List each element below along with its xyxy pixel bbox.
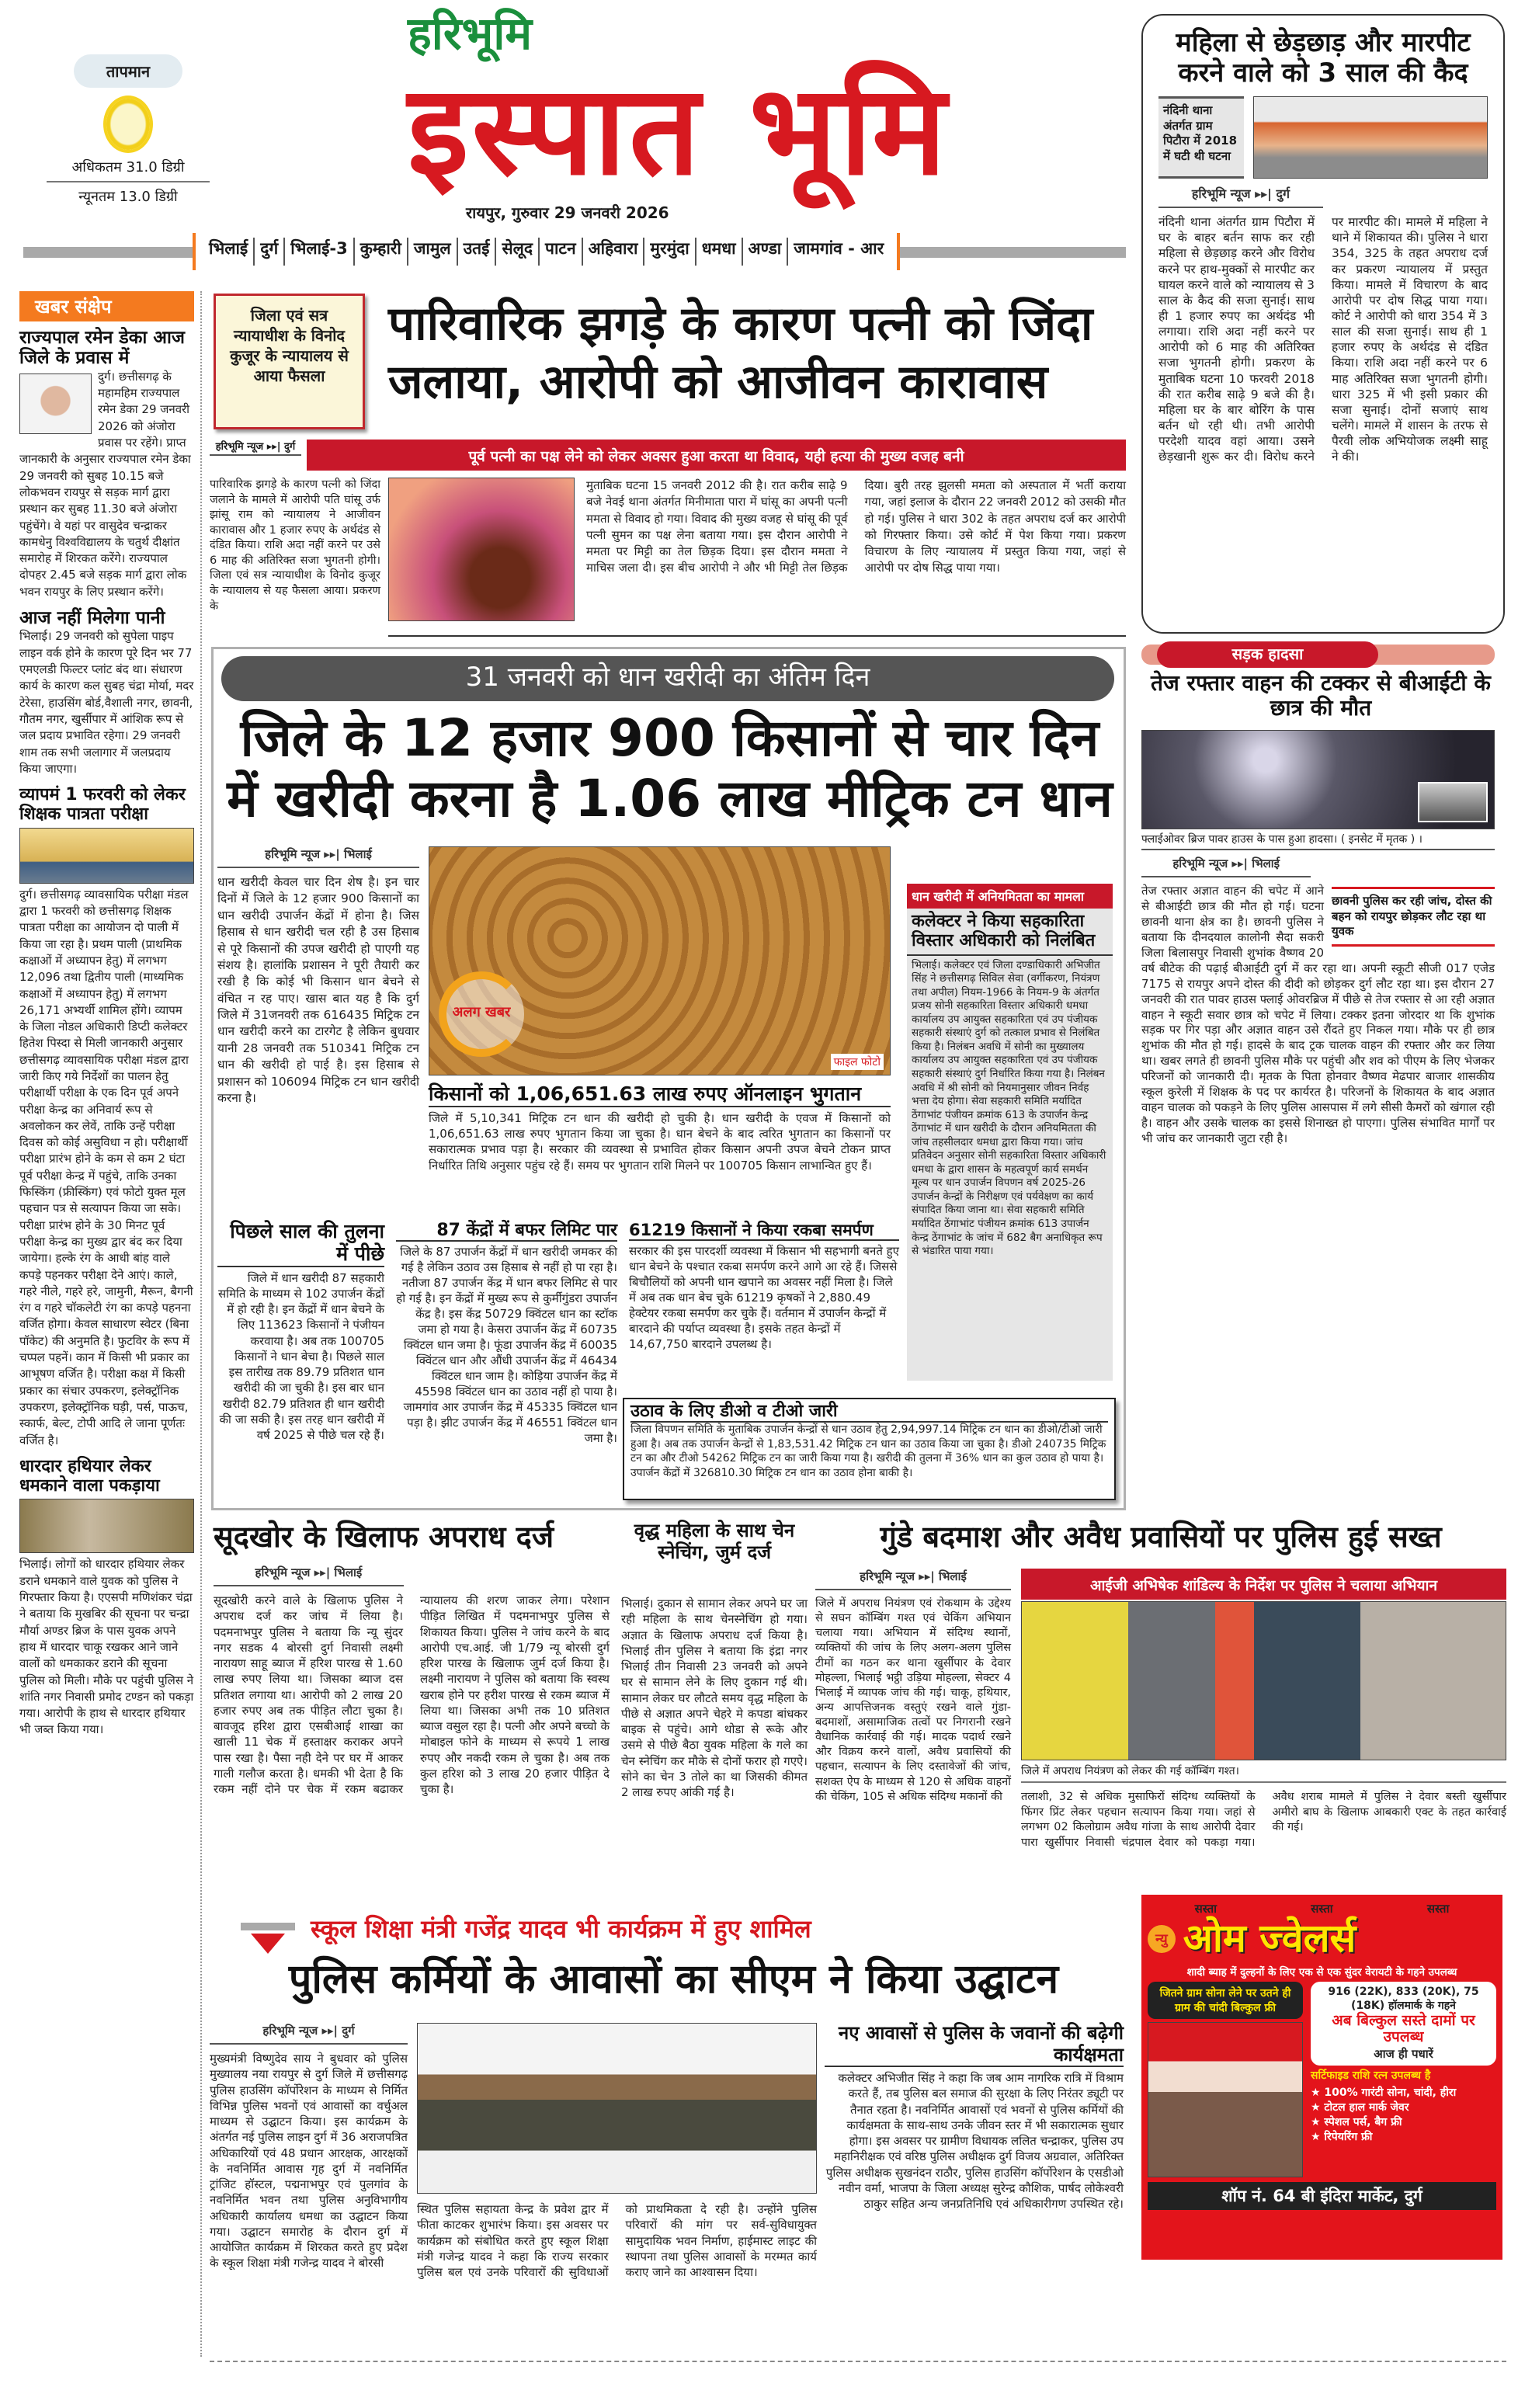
brief-label: खबर संक्षेप bbox=[19, 291, 194, 321]
court-body-left: पारिवारिक झगड़े के कारण पत्नी को जिंदा जलाने के मामले में आरोपी पति घांसू उर्फ झांसू राम को न्यायालय ने आजीवन कारावास और 1 हजार रुपए के अर्थदंड से दंडित किया। राशि अदा नहीं करने पर उसे 6 माह की अतिरिक्त सजा भुगतनी होगी। जिला एवं सत्र न्यायाधीश के विनोद कुजूर के न्यायालय से यह फैसला आया। प्रकरण के bbox=[210, 478, 380, 613]
cm-kicker: स्कूल शिक्षा मंत्री गजेंद्र यादव भी कार्यक्रम में हुए शामिल bbox=[311, 1914, 811, 1944]
sun-icon bbox=[106, 99, 150, 150]
gavel-photo bbox=[388, 478, 575, 621]
ad-tagline: शादी ब्याह में दुल्हनों के लिए एक से एक सुंदर वेरायटी के गहने उपलब्ध bbox=[1186, 1965, 1457, 1979]
edition-link[interactable]: कुम्हारी bbox=[353, 238, 407, 266]
court-byline: हरिभूमि न्यूज ▸▸| दुर्ग bbox=[210, 441, 301, 456]
edition-link[interactable]: जामगांव - आर bbox=[787, 238, 889, 266]
court-headline: पारिवारिक झगड़े के कारण पत्नी को जिंदा जलाया, आरोपी को आजीवन कारावास bbox=[388, 297, 1093, 409]
story-body: नंदिनी थाना अंतर्गत ग्राम पिटौरा में घर के बाहर बर्तन साफ कर रही महिला से छेड़छाड़ करने और विरोध करने पर हाथ-मुक्कों से मारपीट कर घायल करने वाले को न्यायालय से 3 साल के कैद की सजा सुनाई। साथ ही 1 हजार रुपए का अर्थदंड भी लगाया। राशि अदा नहीं करने पर आरोपी को 6 माह की अतिरिक्त सजा भुगतनी होगी। प्रकरण के मुताबिक घटना 10 फरवरी 2018 की रात करीब साढ़े 9 बजे की है। महिला घर के बार बोरिंग के पास बर्तन धो रही थी। तभी आरोपी परदेशी यादव वहां आया। उसने छेड़खानी शुरू कर दी। विरोध करने पर मारपीट की। मामले में महिला ने थाने में शिकायत की। पुलिस ने धारा 354, 325 के तहत अपराध दर्ज कर प्रकरण न्यायालय में प्रस्तुत किया। मामले में विचारण के बाद आरोपी पर दोष सिद्ध पाया गया। कोर्ट ने आरोपी को धारा 354 में 3 साल की सजा सुनाई। साथ ही 1 हजार रुपए के अर्थदंड से दंडित किया। राशि अदा नहीं करने पर 6 माह अतिरिक्त सजा भुगतनी होगी। धारा 325 में भी इसी प्रकार की सजा सुनाई। दोनों सजाएं साथ चलेंगे। मामले में शासन के तरफ से पैरवी लोक अभियोजक लक्ष्मी साहू ने की। bbox=[1158, 215, 1488, 464]
cm-kicker-arrow bbox=[241, 1923, 295, 1930]
goons-headline: गुंडे बदमाश और अवैध प्रवासियों पर पुलिस हुई सख्त bbox=[880, 1520, 1442, 1554]
suspend-box bbox=[907, 884, 1113, 1381]
cm-byline: हरिभूमि न्यूज ▸▸| दुर्ग bbox=[210, 2023, 408, 2045]
accident-headline: तेज रफ्तार वाहन की टक्कर से बीआईटी के छात्र की मौत bbox=[1151, 670, 1491, 721]
cm-body-mid: स्थित पुलिस सहायता केन्द्र के प्रवेश द्वार में फीता काटकर शुभारंभ किया। इस अवसर पर कार्यक्रम को संबोधित करते हुए स्कूल शिक्षा मंत्री गजेन्द्र यादव ने कहा कि राज्य सरकार पुलिस बल एवं उनके परिवारों की सुविधाओं को प्राथमिकता दे रही है। उन्होंने पुलिस परिवारों की मांग पर सर्व-सुविधायुक्त सामुदायिक भवन निर्माण, हाईमास्ट लाइट की स्थापना तथा पुलिस आवासों के मरम्मत कार्य कराए जाने का आश्वासन दिया। bbox=[417, 2202, 817, 2279]
surrender-title: 61219 किसानों ने किया रकबा समर्पण bbox=[629, 1221, 899, 1241]
max-temp: अधिकतम 31.0 डिग्री bbox=[47, 158, 210, 182]
goons-body-left: जिले में अपराध नियंत्रण एवं रोकथाम के उद्देश्य से सघन कॉम्बिंग गश्त एवं चेकिंग अभियान चलाया गया। अभियान में संदिग्ध स्थानों, व्यक्तियों की जांच के लिए अलग-अलग पुलिस टीमों का गठन कर थाना खुर्सीपार के देवार मोहल्ला, भिलाई भट्ठी उड़िया मोहल्ला, सेक्टर 4 भिलाई में व्यापक जांच की गई। चाकू, हथियार, अन्य आपत्तिजनक वस्तुएं रखने वाले गुंडा-बदमाशों, असामाजिक तत्वों पर निगरानी रखने वैधानिक कार्रवाई की गई। मादक पदार्थ रखने और विक्रय करने वालों, अवैध प्रवासियों की पहचान, सत्यापन के लिए दस्तावेजों की जांच, सशक्त ऐप के माध्यम से 120 से अधिक वाहनों की चेकिंग, 105 से अधिक संदिग्ध मकानों की bbox=[815, 1597, 1011, 1803]
accident-photo bbox=[1141, 730, 1495, 829]
chain-headline: वृद्ध महिला के साथ चेन स्नेचिंग, जुर्म दर्ज bbox=[634, 1520, 795, 1563]
buffer-title: 87 केंद्रों में बफर लिमिट पार bbox=[396, 1221, 617, 1242]
payment-title: किसानों को 1,06,651.63 लाख रुपए ऑनलाइन भुगतान bbox=[429, 1083, 891, 1107]
weather-label: तापमान bbox=[74, 54, 182, 88]
paddy-body: धान खरीदी केवल चार दिन शेष है। इन चार दिनों में जिले के 12 हजार 900 किसानों का धान खरीदी उपार्जन केंद्रों में होना है। जिस हिसाब से धान खरीदी चल रही है उस हिसाब से पूरे किसानों की उपज खरीदी हो पाएगी यह संशय है। हालांकि प्रशासन ने पूरी तैयारी कर रखी है कि कोई भी किसान धान बेचने से वंचित न रह पाए। खास बात यह है कि दुर्ग जिले में 31जनवरी तक 616435 मिट्रिक टन धान खरीदी करने का टारगेट है लेकिन बुधवार यानी 28 जनवरी तक 510341 मिट्रिक टन धान की खरीदी हो पाई है। इस हिसाब से प्रशासन को 106094 मिट्रिक टन धान खरीदी करना है। bbox=[217, 875, 419, 1105]
goons-caption: जिले में अपराध नियंत्रण को लेकर की गई कॉम्बिंग गश्त। bbox=[1021, 1764, 1506, 1783]
photo-credit: फाइल फोटो bbox=[831, 1054, 884, 1070]
court-callout: जिला एवं सत्र न्यायाधीश के विनोद कुजूर के न्यायालय से आया फैसला bbox=[214, 294, 365, 429]
edition-link[interactable]: सेलूद bbox=[495, 238, 538, 266]
paddy-byline: हरिभूमि न्यूज ▸▸| भिलाई bbox=[217, 846, 419, 868]
brief-title: धारदार हथियार लेकर धमकाने वाला पकड़ाया bbox=[19, 1456, 160, 1496]
paddy-kicker: 31 जनवरी को धान खरीदी का अंतिम दिन bbox=[221, 656, 1114, 701]
ad-tag: सस्ता bbox=[1194, 1902, 1218, 1916]
ad-tag: सस्ता bbox=[1311, 1902, 1333, 1916]
chain-body: भिलाई। दुकान से सामान लेकर अपने घर जा रही महिला के साथ चेनस्नेचिंग हो गया। अज्ञात के खिलाफ अपराध दर्ज किया है। भिलाई तीन पुलिस ने बताया कि इंद्रा नगर भिलाई तीन निवासी 23 जनवरी को अपने घर से सामान लेने के लिए दुकान गई थी। सामान लेकर घर लौटते समय वृद्ध महिला के पीछे से अज्ञात अपने चेहरे मे कपडा बांधकर बाइक से पहुंचे। आगे थोडा से रूके और उसमे से पीछे बैठा युवक महिला के गले का चेन स्नेचिंग कर मौके से दोनों फरार हो गएऐ। सोने का चेन 3 तोले का था जिसकी कीमत 2 लाख रुपए आंकी गई है। bbox=[621, 1597, 808, 1799]
ad-cheap: अब बिल्कुल सस्ते दामों पर उपलब्ध bbox=[1332, 2011, 1475, 2046]
ad-tag: सस्ता bbox=[1426, 1902, 1450, 1916]
story-molest bbox=[1141, 14, 1505, 634]
buffer-body: जिले के 87 उपार्जन केंद्रों में धान खरीदी जमकर की गई है लेकिन उठाव उस हिसाब से नहीं हो पा रहा है। नतीजा 87 उपार्जन केंद्र में धान बफर लिमिट से पार हो गई है। इन केंद्रों में मुख्य रूप से कुर्मीगुंडरा उपार्जन केंद्र है। इस केंद्र 50729 क्विंटल धान का स्टॉक जमा हो गया है। केसरा उपार्जन केंद्र में 60735 क्विंटल धान जमा है। फूंडा उपार्जन केंद्र में 60035 क्विंटल धान और औंधी उपार्जन केंद्र में 46434 क्विंटल धान जाम है। कोड़िया उपार्जन केंद्र में 45598 क्विंटल धान का उठाव नहीं हो पाया है। जामगांव आर उपार्जन केंद्र में 45335 क्विंटल धान पड़ा है। झीट उपार्जन केंद्र में 46551 क्विंटल धान जमा है। bbox=[396, 1245, 617, 1445]
brief-body: भिलाई। 29 जनवरी को सुपेला पाइप लाइन वर्क होने के कारण पूरे दिन भर 77 एमएलडी फिल्टर प्लांट बंद था। संधारण कार्य के कारण कल सुबह चंद्रा मोर्या, मदर टेरेसा, हाउसिंग बोर्ड,वैशाली नगर, छावनी, गौतम नगर, खुर्सीपार में आंशिक रूप से जल प्रदाय प्रभावित रहेगा। 29 जनवरी शाम तक सभी जलागार में जलप्रदाय किया जाएगा। bbox=[19, 629, 194, 776]
alag-khabar-badge: अलग खबर bbox=[439, 971, 524, 1057]
goons-byline: हरिभूमि न्यूज ▸▸| भिलाई bbox=[815, 1569, 1011, 1590]
victim-inset-photo bbox=[1418, 782, 1488, 822]
new-badge: न्यु bbox=[1148, 1925, 1176, 1953]
vyapam-building-photo bbox=[19, 828, 194, 884]
shop-photo bbox=[1148, 2022, 1303, 2177]
lifting-box bbox=[623, 1398, 1116, 1500]
suspend-body: भिलाई। कलेक्टर एवं जिला दण्डाधिकारी अभिजीत सिंह ने छत्तीसगढ़ सिविल सेवा (वर्गीकरण, नियंत्रण तथा अपील) नियम-1966 के नियम-9 के अंतर्गत प्रजय सोनी सहकारिता विस्तार अधिकारी धमधा कार्यालय उप आयुक्त सहकारिता एवं उप पंजीयक सहकारी संस्थाएं दुर्ग को तत्काल प्रभाव से निलंबित किया है। निलंबन अवधि में सोनी का मुख्यालय कार्यालय उप आयुक्त सहकारिता एवं उप पंजीयक सहकारी संस्थाएं दुर्ग निर्धारित किया गया है। निलंबन अवधि में श्री सोनी को नियमानुसार जीवन निर्वह भत्ता देय होगा। सेवा सहकारी समिति मर्यादित ठेंगाभांट पंजीयन क्रमांक 613 के उपार्जन केन्द्र ठेंगाभांट में धान खरीदी के दौरान अनियमितता की जांच तहसीलदार धमधा द्वारा किया गया। जांच प्रतिवेदन अनुसार सोनी सहकारिता विस्तार अधिकारी धमधा के द्वारा शासन के महत्वपूर्ण कार्य समर्थन मूल्य पर धान उपार्जन विपणन वर्ष 2025-26 उपार्जन केन्द्रों के निरीक्षण एवं पर्यवेक्षण का कार्य संपादित किया जाना था। सेवा सहकारी समिति मर्यादित ठेंगाभांट पंजीयन क्रमांक 613 उपार्जन केन्द्र ठेंगाभांट के जांच में 682 बैग अनाधिकृत रूप से भंडारित पाया गया। bbox=[912, 958, 1106, 1258]
behind-body: जिले में धान खरीदी 87 सहकारी समिति के माध्यम से 102 उपार्जन केंद्रों में हो रही है। इन केंद्रों में धान बेचने के लिए 113623 किसानों ने पंजीयन करवाया है। अब तक 100705 किसानों ने धान बेचा है। पिछले साल इस तारीख तक 89.79 प्रतिशत धान खरीदी की जा चुकी है। इस बार धान खरीदी 82.79 प्रतिशत ही धान खरीदी की जा सकी है। इस तरह धान खरीदी में वर्ष 2025 से पीछे चल रहे हैं। bbox=[218, 1270, 384, 1442]
payment-body: जिले में 5,10,341 मिट्रिक टन धान की खरीदी हो चुकी है। धान खरीदी के एवज में किसानों को 1,06,651.63 लाख रुपए भुगतान किया जा चुका है। धान बेचने के बाद त्वरित भुगतान का किसानों पर सकारात्मक प्रभाव पड़ा है। सरकार की व्यवस्था से प्रभावित होकर किसान अपनी उपज बेचने टोकन प्राप्त निर्धारित तिथि अनुसार पहुंच रहे हैं। समय पर भुगतान राशि मिलने पर 100705 किसान लाभान्वित हुए हैं। bbox=[429, 1110, 891, 1173]
edition-link[interactable]: पाटन bbox=[538, 238, 582, 266]
lifting-body: जिला विपणन समिति के मुताबिक उपार्जन केन्द्रों से धान उठाव हेतु 2,94,997.14 मिट्रिक टन धान का डीओ/टीओ जारी हुआ है। अब तक उपार्जन केन्द्रों से 1,83,531.42 मिट्रिक टन धान का उठाव किया जा चुका है। डीओ 240735 मिट्रिक टन का और टीओ 54262 मिट्रिक टन का जारी किया गया है। खरीदी की तुलना में 36% धान का कुल उठाव हो पाया है। उपार्जन केंद्रों में 326810.30 मिट्रिक टन धान का उठाव होना बाकी है। bbox=[630, 1423, 1106, 1479]
court-subhead: पूर्व पत्नी का पक्ष लेने को लेकर अक्सर हुआ करता था विवाद, यही हत्या की मुख्य वजह बनी bbox=[307, 440, 1126, 471]
brief-column bbox=[19, 291, 194, 1739]
edition-link[interactable]: मुरमुंदा bbox=[643, 238, 694, 266]
brief-title: राज्यपाल रमेन डेका आज जिले के प्रवास में bbox=[19, 328, 185, 369]
governor-photo bbox=[19, 374, 92, 434]
accident-highlight: छावनी पुलिस कर रही जांच, दोस्त की बहन को रायपुर छोड़कर लौट रहा था युवक bbox=[1332, 887, 1495, 947]
brief-body: दुर्ग। छत्तीसगढ़ के महामहिम राज्यपाल रमेन डेका 29 जनवरी 2026 को अंजोरा प्रवास पर रहेंगे। प्राप्त जानकारी के अनुसार राज्यपाल रमेन डेका 29 जनवरी को सुबह 10.15 बजे लोकभवन रायपुर से सड़क मार्ग द्वारा प्रस्थान कर सुबह 11.30 बजे अंजोरा पहुंचेंगे। वे यहां पर वासुदेव चन्द्राकर कामधेनु विश्वविद्यालय के चतुर्थ दीक्षांत समारोह में शिरकत करेंगे। राज्यपाल दोपहर 2.45 बजे सड़क मार्ग द्वारा लोक भवन रायपुर के लिए प्रस्थान करेंगे। bbox=[19, 369, 191, 599]
logo-small: हरिभूमि bbox=[408, 7, 533, 60]
edition-link[interactable]: उतई bbox=[457, 238, 495, 266]
edition-link[interactable]: दुर्ग bbox=[253, 238, 283, 266]
edition-link[interactable]: भिलाई-3 bbox=[283, 238, 353, 266]
edition-link[interactable]: अण्डा bbox=[742, 238, 787, 266]
brief-body: भिलाई। लोगों को धारदार हथियार लेकर डराने धमकाने वाले युवक को पुलिस ने गिरफ्तार किया है। एएसपी मणिशंकर चंद्रा ने बताया कि मुखबिर की सूचना पर चन्द्रा मौर्या अण्डर ब्रिज के पास युवक अपने हाथ में धारदार चाकू रखकर आने जाने वालों को धमकाकर डराने की सूचना पुलिस को मिली। मौके पर पहुंची पुलिस ने शांति नगर निवासी प्रमोद टण्डन को पकड़ा गया। आरोपी के हाथ से धारदार हथियार भी जब्त किया गया। bbox=[19, 1557, 194, 1737]
ad-gem: सर्टिफाइड राशि रत्न उपलब्ध है bbox=[1311, 2069, 1431, 2083]
goons-body-right: तलाशी, 32 से अधिक मुसाफिरों संदिग्ध व्यक्तियों के फिंगर प्रिंट लेकर पहचान सत्यापन किया गया। जहां से लगभग 02 किलोग्राम अवैध गांजा के साथ आरोपी देवार पारा खुर्सीपार निवासी चंद्रपाल देवार को पकड़ा गया। अवैध शराब मामले में पुलिस ने देवार बस्ती खुर्सीपार अमीरो बाघ के खिलाफ आबकारी एक्ट के तहत कार्रवाई की गई। bbox=[1021, 1791, 1506, 1849]
edition-link[interactable]: जामुल bbox=[407, 238, 457, 266]
min-temp: न्यूनतम 13.0 डिग्री bbox=[78, 189, 178, 205]
ad-feature: ★ रिपेयरिंग फ्री bbox=[1311, 2131, 1373, 2144]
highlight: नंदिनी थाना अंतर्गत ग्राम पिटौरा में 2018 में घटी थी घटना bbox=[1158, 96, 1244, 179]
suspend-kicker: धान खरीदी में अनियमितता का मामला bbox=[907, 884, 1113, 909]
lifting-title: उठाव के लिए डीओ व टीओ जारी bbox=[630, 1402, 1108, 1423]
ad-feature: ★ स्पेशल पर्स, बैग फ्री bbox=[1311, 2116, 1402, 2129]
cm-side-title: नए आवासों से पुलिस के जवानों की बढ़ेगी कार्यक्षमता bbox=[825, 2023, 1124, 2067]
surrender-body: सरकार की इस पारदर्शी व्यवस्था में किसान भी सहभागी बनते हुए धान बेचने के पश्चात रकबा समर्पण करने आगे आ रहे हैं। जिससे बिचौलियों को अपनी धान खपाने का अवसर नहीं मिला है। जिले में अब तक धान बेच चुके 61219 कृषकों ने 2,880.49 हेक्टेयर रकबा समर्पण कर चुके हैं। वर्तमान में उपार्जन केन्द्रों में बारदाने की पर्याप्त व्यवस्था है। इसके तहत केन्द्रों में 14,67,750 बारदाने उपलब्ध है। bbox=[629, 1244, 899, 1351]
brief-title: व्यापमं 1 फरवरी को लेकर शिक्षक पात्रता परीक्षा bbox=[19, 785, 186, 825]
paddy-sacks-photo bbox=[429, 846, 891, 1075]
edition-link[interactable]: भिलाई bbox=[209, 239, 248, 258]
accident-byline: हरिभूमि न्यूज ▸▸| भिलाई bbox=[1141, 856, 1311, 877]
chevron-down-icon bbox=[251, 1934, 285, 1954]
cm-side-body: कलेक्टर अभिजीत सिंह ने कहा कि जब आम नागरिक रात्रि में विश्राम करते हैं, तब पुलिस बल समाज की सुरक्षा के लिए निरंतर ड्यूटी पर तैनात रहता है। नवनिर्मित आवासों एवं भवनों से पुलिस कर्मियों की कार्यक्षमता के साथ-साथ उनके जीवन स्तर में भी सकारात्मक सुधार होगा। इस अवसर पर ग्रामीण विधायक ललित चन्द्राकर, पुलिस उप महानिरीक्षक एवं वरिष्ठ पुलिस अधीक्षक दुर्ग विजय अग्रवाल, अतिरिक्त पुलिस अधीक्षक सुखनंदन राठौर, पुलिस हाउसिंग कॉर्पोरेशन के एसडीओ नवीन वर्मा, भाजपा के जिला अध्यक्ष सुरेन्द्र कौशिक, पार्षद लोकेश्वरी ठाकुर सहित अन्य जनप्रतिनिधि एवं अधिकारीगण उपस्थित रहे। bbox=[825, 2071, 1124, 2212]
goons-subhead: आईजी अभिषेक शांडिल्य के निर्देश पर पुलिस ने चलाया अभियान bbox=[1021, 1569, 1506, 1600]
byline: हरिभूमि न्यूज ▸▸| दुर्ग bbox=[1158, 185, 1323, 208]
ad-hallmark: 916 (22K), 833 (20K), 75 (18K) हॉलमार्क के गहने bbox=[1328, 1985, 1479, 2012]
court-building-photo bbox=[1253, 96, 1488, 179]
usury-body: सूदखोरी करने वाले के खिलाफ पुलिस ने अपराध दर्ज कर जांच में लिया है। पदमनाभपुर पुलिस ने बताया कि न्यू सुंदर नगर सडक 4 बोरसी दुर्ग निवासी लक्ष्मी नारायण साहू ब्याज में हरिश पारख से 1.60 लाख रुपए लिया था। जिसका ब्याज दस प्रतिशत लगाया था। आरोपी को 2 लाख 20 हजार रुपए अब तक पीड़ित लौटा चुका है। बावजूद हरिश द्वारा एसबीआई शाखा का खाली 11 चेक में हस्ताक्षर कराकर अपने पास रखा है। पैसा नही देने पर घर में आकर गाली गलौज करता है। धमकी भी देता है कि रकम नहीं दोने पर चेक में रकम बढाकर न्यायालय की शरण जाकर लेगा। परेशान पीड़ित लिखित में पदमनाभपुर पुलिस से शिकायत किया। पुलिस ने जांच करने के बाद आरोपी एच.आई. जी 1/79 न्यू बोरसी दुर्ग हरिश पारख के खिलाफ जुर्म दर्ज किया है। लक्ष्मी नारायण ने पुलिस को बताया कि स्वस्थ खराब होने पर हरीश पारख से रकम ब्याज में लिया था। जिसका अभी तक 10 प्रतिशत ब्याज वसुल रहा है। पत्नी और अपने बच्चो के मोबाइल फोने के माध्यम से रूपये 1 लाख रुपए और नकदी रकम ले चुका है। अब तक कुल हरिश को 3 लाख 20 हजार पीड़ित दे चुका है। bbox=[214, 1593, 610, 1796]
cm-event-photo bbox=[417, 2023, 817, 2194]
usury-byline: हरिभूमि न्यूज ▸▸| भिलाई bbox=[214, 1565, 404, 1586]
brief-body: दुर्ग। छत्तीसगढ़ व्यावसायिक परीक्षा मंडल द्वारा 1 फरवरी को छत्तीसगढ़ शिक्षक पात्रता परीक्षा का आयोजन दो पाली में किया जा रहा है। प्रथम पाली (प्राथमिक कक्षाओं में अध्यापन हेतु) में लगभग 12,096 तथा द्वितीय पाली (माध्यमिक कक्षाओं में अध्यापन हेतु) में लगभग 26,171 अभ्यर्थी शामिल होंगे। व्यापम के जिला नोडल अधिकारी डिप्टी कलेक्टर हितेश पिस्दा से मिली जानकारी अनुसार छत्तीसगढ़ व्यावसायिक परीक्षा मंडल द्वारा जारी किए गये निर्देशों का पालन हेतु परीक्षार्थी परीक्षा के एक दिन पूर्व अपने परीक्षा केन्द्र का अनिवार्य रूप से अवलोकन कर लेवें, ताकि उन्हें परीक्षा दिवस को कोई असुविधा न हो। परीक्षार्थी परीक्षा प्रारंभ होने के कम से कम 2 घंटा पूर्व परीक्षा केन्द्र में पहुंचे, ताकि उनका फिस्किंग (फ्रीस्किंग) एवं फोटो युक्त मूल पहचान पत्र से सत्यापन किया जा सके। परीक्षा प्रारंभ होने के 30 मिनट पूर्व परीक्षा केन्द्र का मुख्य द्वार बंद कर दिया जायेगा। हल्के रंग के आधी बांह वाले कपड़े पहनकर परीक्षा देने आएं। काले, गहरे नीले, गहरे हरे, जामुनी, मैरून, बैगनी रंग व गहरे चॉकलेटी रंग का कपड़े पहनना वर्जित होगा। केवल साधारण स्वेटर (बिना पॉकेट) की अनुमति है। फुटविर के रूप में चप्पल पहनें। कान में किसी भी प्रकार का आभूषण वर्जित है। परीक्षा कक्ष में किसी प्रकार का संचार उपकरण, इलेक्ट्रॉनिक उपकरण, इलेक्ट्रॉनिक घड़ी, पर्स, पाऊच, स्कार्फ, बेल्ट, टोपी आदि ले जाना पूर्णतः वर्जित है। bbox=[19, 887, 193, 1447]
brand-name: ओम ज्वेलर्स bbox=[1183, 1916, 1356, 1961]
combing-patrol-photo bbox=[1021, 1601, 1506, 1760]
usury-headline: सूदखोर के खिलाफ अपराध दर्ज bbox=[214, 1520, 554, 1554]
edition-link[interactable]: धमधा bbox=[695, 238, 742, 266]
suspend-title: कलेक्टर ने किया सहकारिता विस्तार अधिकारी को निलंबित bbox=[907, 909, 1113, 956]
weather-box bbox=[47, 54, 210, 233]
accident-body: तेज रफ्तार अज्ञात वाहन की चपेट में आने से बीआईटी छात्र की मौत हो गई। घटना छावनी थाना क्षेत्र का है। छावनी पुलिस ने बताया कि दीनदयाल कालोनी सैदा सकरी जिला बिलासपुर निवासी शुभांक वैष्णव 20 वर्ष बीटेक की पढ़ाई बीआईटी दुर्ग में कर रहा था। अपनी स्कूटी सीजी 017 एजेड 7175 से रायपुर अपने दोस्त की दीदी को छोड़कर दुर्ग लौट रहा था। इस दौरान 27 जनवरी की रात पावर हाउस फ्लाई ओवरब्रिज में पीछे से तेज रफ्तार से आ रही अज्ञात वाहन ने स्कूटी सवार छात्र को चपेट में लिया। टक्कर इतना जोरदार था कि शुभांक सड़क पर गिर पड़ा और अज्ञात वाहन उसे रौंदते हुए निकल गया। मौके पर ही छात्र शुभांक की मौत हो गई। हादसे के बाद ट्रक चालक वाहन की रफ्तार और कर लिया था। खबर लगते ही छावनी पुलिस मौके पर पहुंची और शव को पीएम के लिए भेजकर परिजनों को जानकारी दी। मृतक के पिता होनवार वैष्णव मेढपार बाजार शासकीय स्कूल कुरेली में शिक्षक के पद पर कार्यरत है। परिजनों के शिकायत के बाद अज्ञात वाहन चालक को पकड़ने के लिए पुलिस आसपास में लगे सीसी कैमरों को खंगाल रही है। वाहन और उसके चालक का इससे शिनाख्त हो पाएगा। पुलिस संभावित मार्गों पर भी जांच कर जानकारी जुटा रही है। bbox=[1141, 884, 1495, 1145]
jewellers-ad bbox=[1141, 1895, 1502, 2260]
court-body-right: मुताबिक घटना 15 जनवरी 2012 की है। रात करीब साढ़े 9 बजे नेवई थाना अंतर्गत मिनीमाता पारा में घांसू का अपनी पत्नी ममता से विवाद हो गया। विवाद की मुख्य वजह से घांसू की पूर्व पत्नी सुमन का पक्ष लेना बताया गया। इस दौरान आरोपी ने ममता पर मिट्टी का तेल छिड़क दिया। इस दौरान ममता ने माचिस जला दी। इस बीच आरोपी ने और भी मिट्टी तेल छिड़क दिया। बुरी तरह झुलसी ममता को अस्पताल में भर्ती कराया गया, जहां इलाज के दौरान 22 जनवरी 2012 को उसकी मौत हो गई। पुलिस ने धारा 302 के तहत अपराध दर्ज कर आरोपी को गिरफ्तार किया। उसे कोर्ट में पेश किया गया। प्रकरण विचारण के लिए न्यायालय में प्रस्तुत किया गया, जहां से आरोपी पर दोष सिद्ध पाया गया। bbox=[586, 478, 1126, 575]
dateline: रायपुर, गुरुवार 29 जनवरी 2026 bbox=[466, 203, 669, 222]
edition-list bbox=[193, 233, 900, 270]
paddy-headline: जिले के 12 हजार 900 किसानों से चार दिन में खरीदी करना है 1.06 लाख मीट्रिक टन धान bbox=[227, 708, 1113, 829]
logo-main: इस्पात भूमि bbox=[408, 57, 950, 203]
accident-kicker: सड़क हादसा bbox=[1157, 641, 1378, 668]
accident-caption: फ्लाईओवर ब्रिज पावर हाउस के पास हुआ हादसा। ( इनसेट में मृतक ) । bbox=[1141, 832, 1495, 850]
headline: महिला से छेड़छाड़ और मारपीट करने वाले को 3 साल की कैद bbox=[1176, 27, 1471, 89]
ad-address: शॉप नं. 64 बी इंदिरा मार्केट, दुर्ग bbox=[1148, 2182, 1496, 2210]
ad-visit: आज ही पधारें bbox=[1374, 2047, 1433, 2062]
brief-title: आज नहीं मिलेगा पानी bbox=[19, 608, 165, 629]
edition-link[interactable]: अहिवारा bbox=[582, 238, 644, 266]
ad-feature: ★ टोटल हाल मार्क जेवर bbox=[1311, 2101, 1409, 2114]
behind-title: पिछले साल की तुलना में पीछे bbox=[217, 1221, 384, 1267]
ad-feature: ★ 100% गारंटी सोना, चांदी, हीरा bbox=[1311, 2087, 1457, 2100]
cm-body-left: मुख्यमंत्री विष्णुदेव साय ने बुधवार को पुलिस मुख्यालय नया रायपुर से दुर्ग जिले में छत्तीसगढ़ पुलिस हाउसिंग कॉर्पोरेशन के माध्यम से निर्मित विभिन्न पुलिस भवनों एवं आवासों का वर्चुअल माध्यम से उद्घाटन किया। इस कार्यक्रम के अंतर्गत नई पुलिस लाइन दुर्ग में 36 अराजपत्रित अधिकारियों एवं 48 प्रधान आरक्षक, आरक्षकों के नवनिर्मित आवास गृह दुर्ग में नवनिर्मित ट्रांजिट हॉस्टल, पद्मनाभपुर एवं पुलगांव के नवनिर्मित भवन तथा पुलिस अनुविभागीय अधिकारी कार्यालय धमधा का उद्घाटन किया गया। उद्घाटन समारोह के दौरान दुर्ग में आयोजित कार्यक्रम में शिरकत करते हुए प्रदेश के स्कूल शिक्षा मंत्री गजेन्द्र यादव ने बोरसी bbox=[210, 2052, 408, 2271]
cm-headline: पुलिस कर्मियों के आवासों का सीएम ने किया उद्घाटन bbox=[288, 1956, 1059, 2003]
arrest-photo bbox=[19, 1499, 194, 1553]
ad-offer: जितने ग्राम सोना लेने पर उतने ही ग्राम की चांदी बिल्कुल फ्री bbox=[1148, 1982, 1303, 2019]
